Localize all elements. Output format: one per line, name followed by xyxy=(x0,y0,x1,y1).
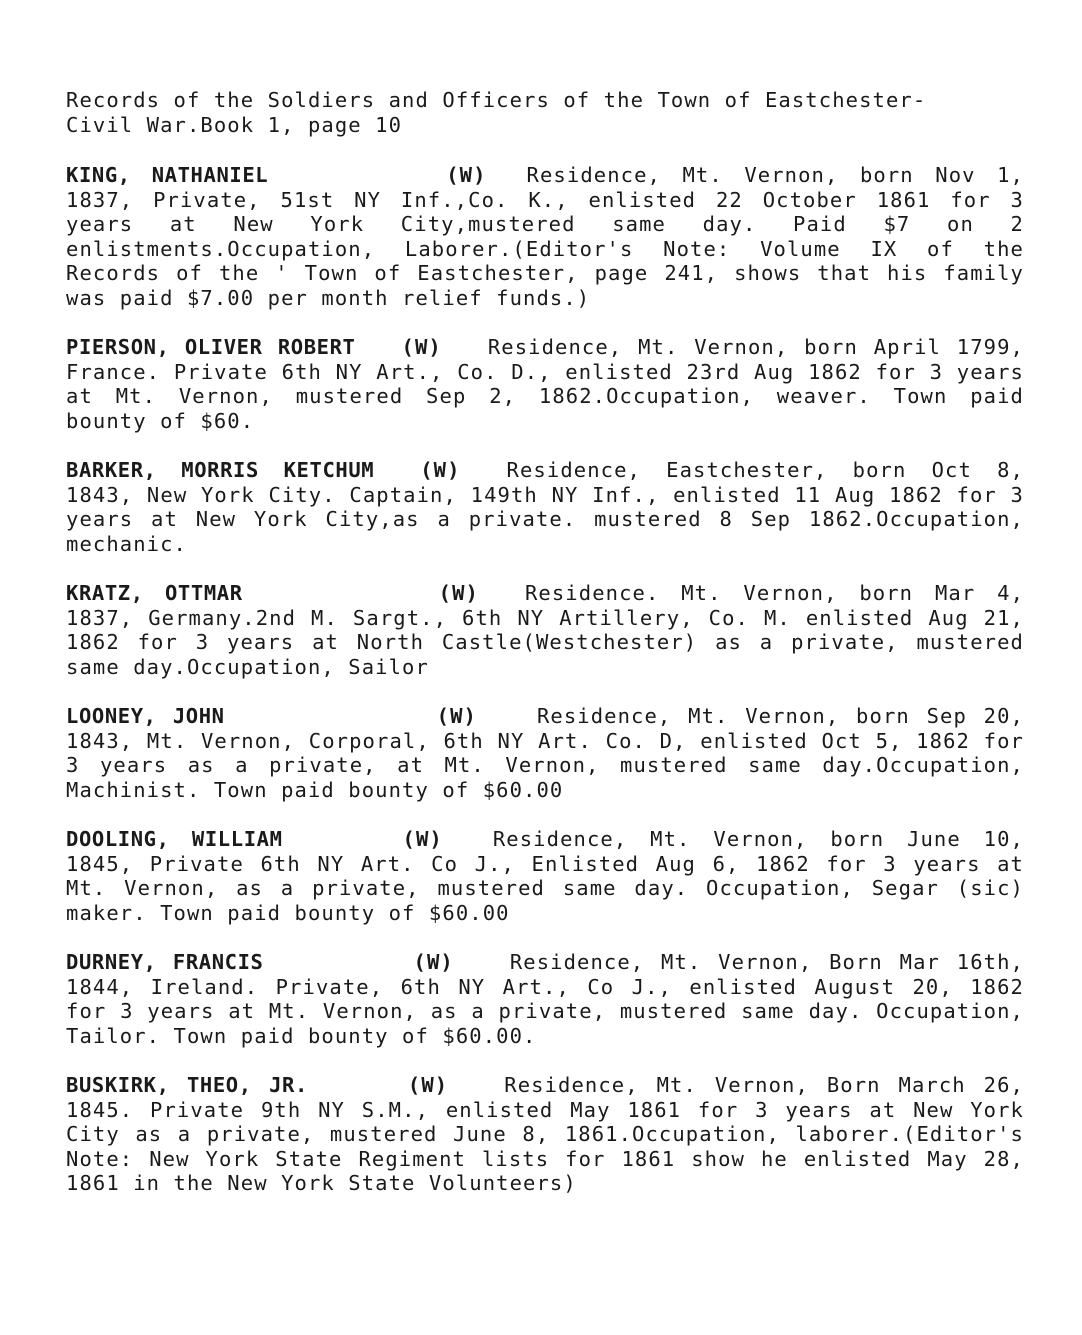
soldier-mark: (W) xyxy=(438,581,479,605)
soldier-name: DURNEY, FRANCIS xyxy=(66,950,264,974)
soldier-name: PIERSON, OLIVER ROBERT xyxy=(66,335,356,359)
soldier-name: BARKER, MORRIS KETCHUM xyxy=(66,458,375,482)
document-page xyxy=(66,88,1024,1221)
soldier-mark: (W) xyxy=(413,950,454,974)
soldier-name: KRATZ, OTTMAR xyxy=(66,581,243,605)
soldier-record-text: Residence, Mt. Vernon, Born March 26, 1845. Private 9th NY S.M., enlisted May 1861 for 3 years at New York City as a private, mustered June 8, 1861.Occupation, laborer.(Editor's Note: New York State Regiment lists for 1861 show he enlisted May 28, 1861 in the New York State Volunteers) xyxy=(66,1073,1024,1195)
soldier-entry xyxy=(66,827,1024,925)
soldier-record-text: Residence, Eastchester, born Oct 8, 1843, New York City. Captain, 149th NY Inf., enlisted 11 Aug 1862 for 3 years at New York City,as a private. mustered 8 Sep 1862.Occupation, mechanic. xyxy=(66,458,1024,556)
soldier-mark: (W) xyxy=(407,1073,449,1097)
soldier-entry xyxy=(66,458,1024,556)
soldier-entry xyxy=(66,163,1024,310)
soldier-mark: (W) xyxy=(401,335,442,359)
soldier-mark: (W) xyxy=(420,458,461,482)
soldier-mark: (W) xyxy=(446,163,487,187)
soldier-entry xyxy=(66,950,1024,1048)
soldier-name: KING, NATHANIEL xyxy=(66,163,269,187)
soldier-record-text: Residence, Mt. Vernon, born Nov 1, 1837, Private, 51st NY Inf.,Co. K., enlisted 22 October 1861 for 3 years at New York City,mustered same day. Paid $7 on 2 enlistments.Occupation, Laborer.(Editor's Note: Volume IX of the Records of the ' Town of Eastchester, page 241, shows that his family was paid $7.00 per month relief funds.) xyxy=(66,163,1024,310)
soldier-name: BUSKIRK, THEO, JR. xyxy=(66,1073,308,1097)
soldier-name: LOONEY, JOHN xyxy=(66,704,225,728)
soldier-record-text: Residence, Mt. Vernon, born June 10, 1845, Private 6th NY Art. Co J., Enlisted Aug 6, 1862 for 3 years at Mt. Vernon, as a private, mustered same day. Occupation, Segar (sic) maker. Town paid bounty of $60.00 xyxy=(66,827,1024,925)
soldier-record-text: Residence. Mt. Vernon, born Mar 4, 1837, Germany.2nd M. Sargt., 6th NY Artillery, Co. M. enlisted Aug 21, 1862 for 3 years at North Castle(Westchester) as a private, mustered same day.Occupation, Sailor xyxy=(66,581,1025,679)
soldier-mark: (W) xyxy=(436,704,477,728)
soldier-entry xyxy=(66,581,1024,679)
soldier-entry xyxy=(66,335,1024,433)
header-line-2: Civil War.Book 1, page 10 xyxy=(66,112,403,137)
soldier-record-text: Residence, Mt. Vernon, Born Mar 16th, 1844, Ireland. Private, 6th NY Art., Co J., enlisted August 20, 1862 for 3 years at Mt. Vernon, as a private, mustered same day. Occupation, Tailor. Town paid bounty of $60.00. xyxy=(66,950,1024,1048)
soldier-name: DOOLING, WILLIAM xyxy=(66,827,283,851)
soldier-entry xyxy=(66,1073,1024,1196)
document-header xyxy=(66,88,1024,137)
soldier-entry xyxy=(66,704,1024,802)
header-line-1: Records of the Soldiers and Officers of the Town of Eastchester- xyxy=(66,88,927,112)
soldier-record-text: Residence, Mt. Vernon, born April 1799, France. Private 6th NY Art., Co. D., enlisted 23rd Aug 1862 for 3 years at Mt. Vernon, mustered Sep 2, 1862.Occupation, weaver. Town paid bounty of $60. xyxy=(66,335,1024,433)
soldier-mark: (W) xyxy=(402,827,443,851)
soldier-record-text: Residence, Mt. Vernon, born Sep 20, 1843, Mt. Vernon, Corporal, 6th NY Art. Co. D, enlisted Oct 5, 1862 for 3 years as a private, at Mt. Vernon, mustered same day.Occupation, Machinist. Town paid bounty of $60.00 xyxy=(66,704,1024,802)
